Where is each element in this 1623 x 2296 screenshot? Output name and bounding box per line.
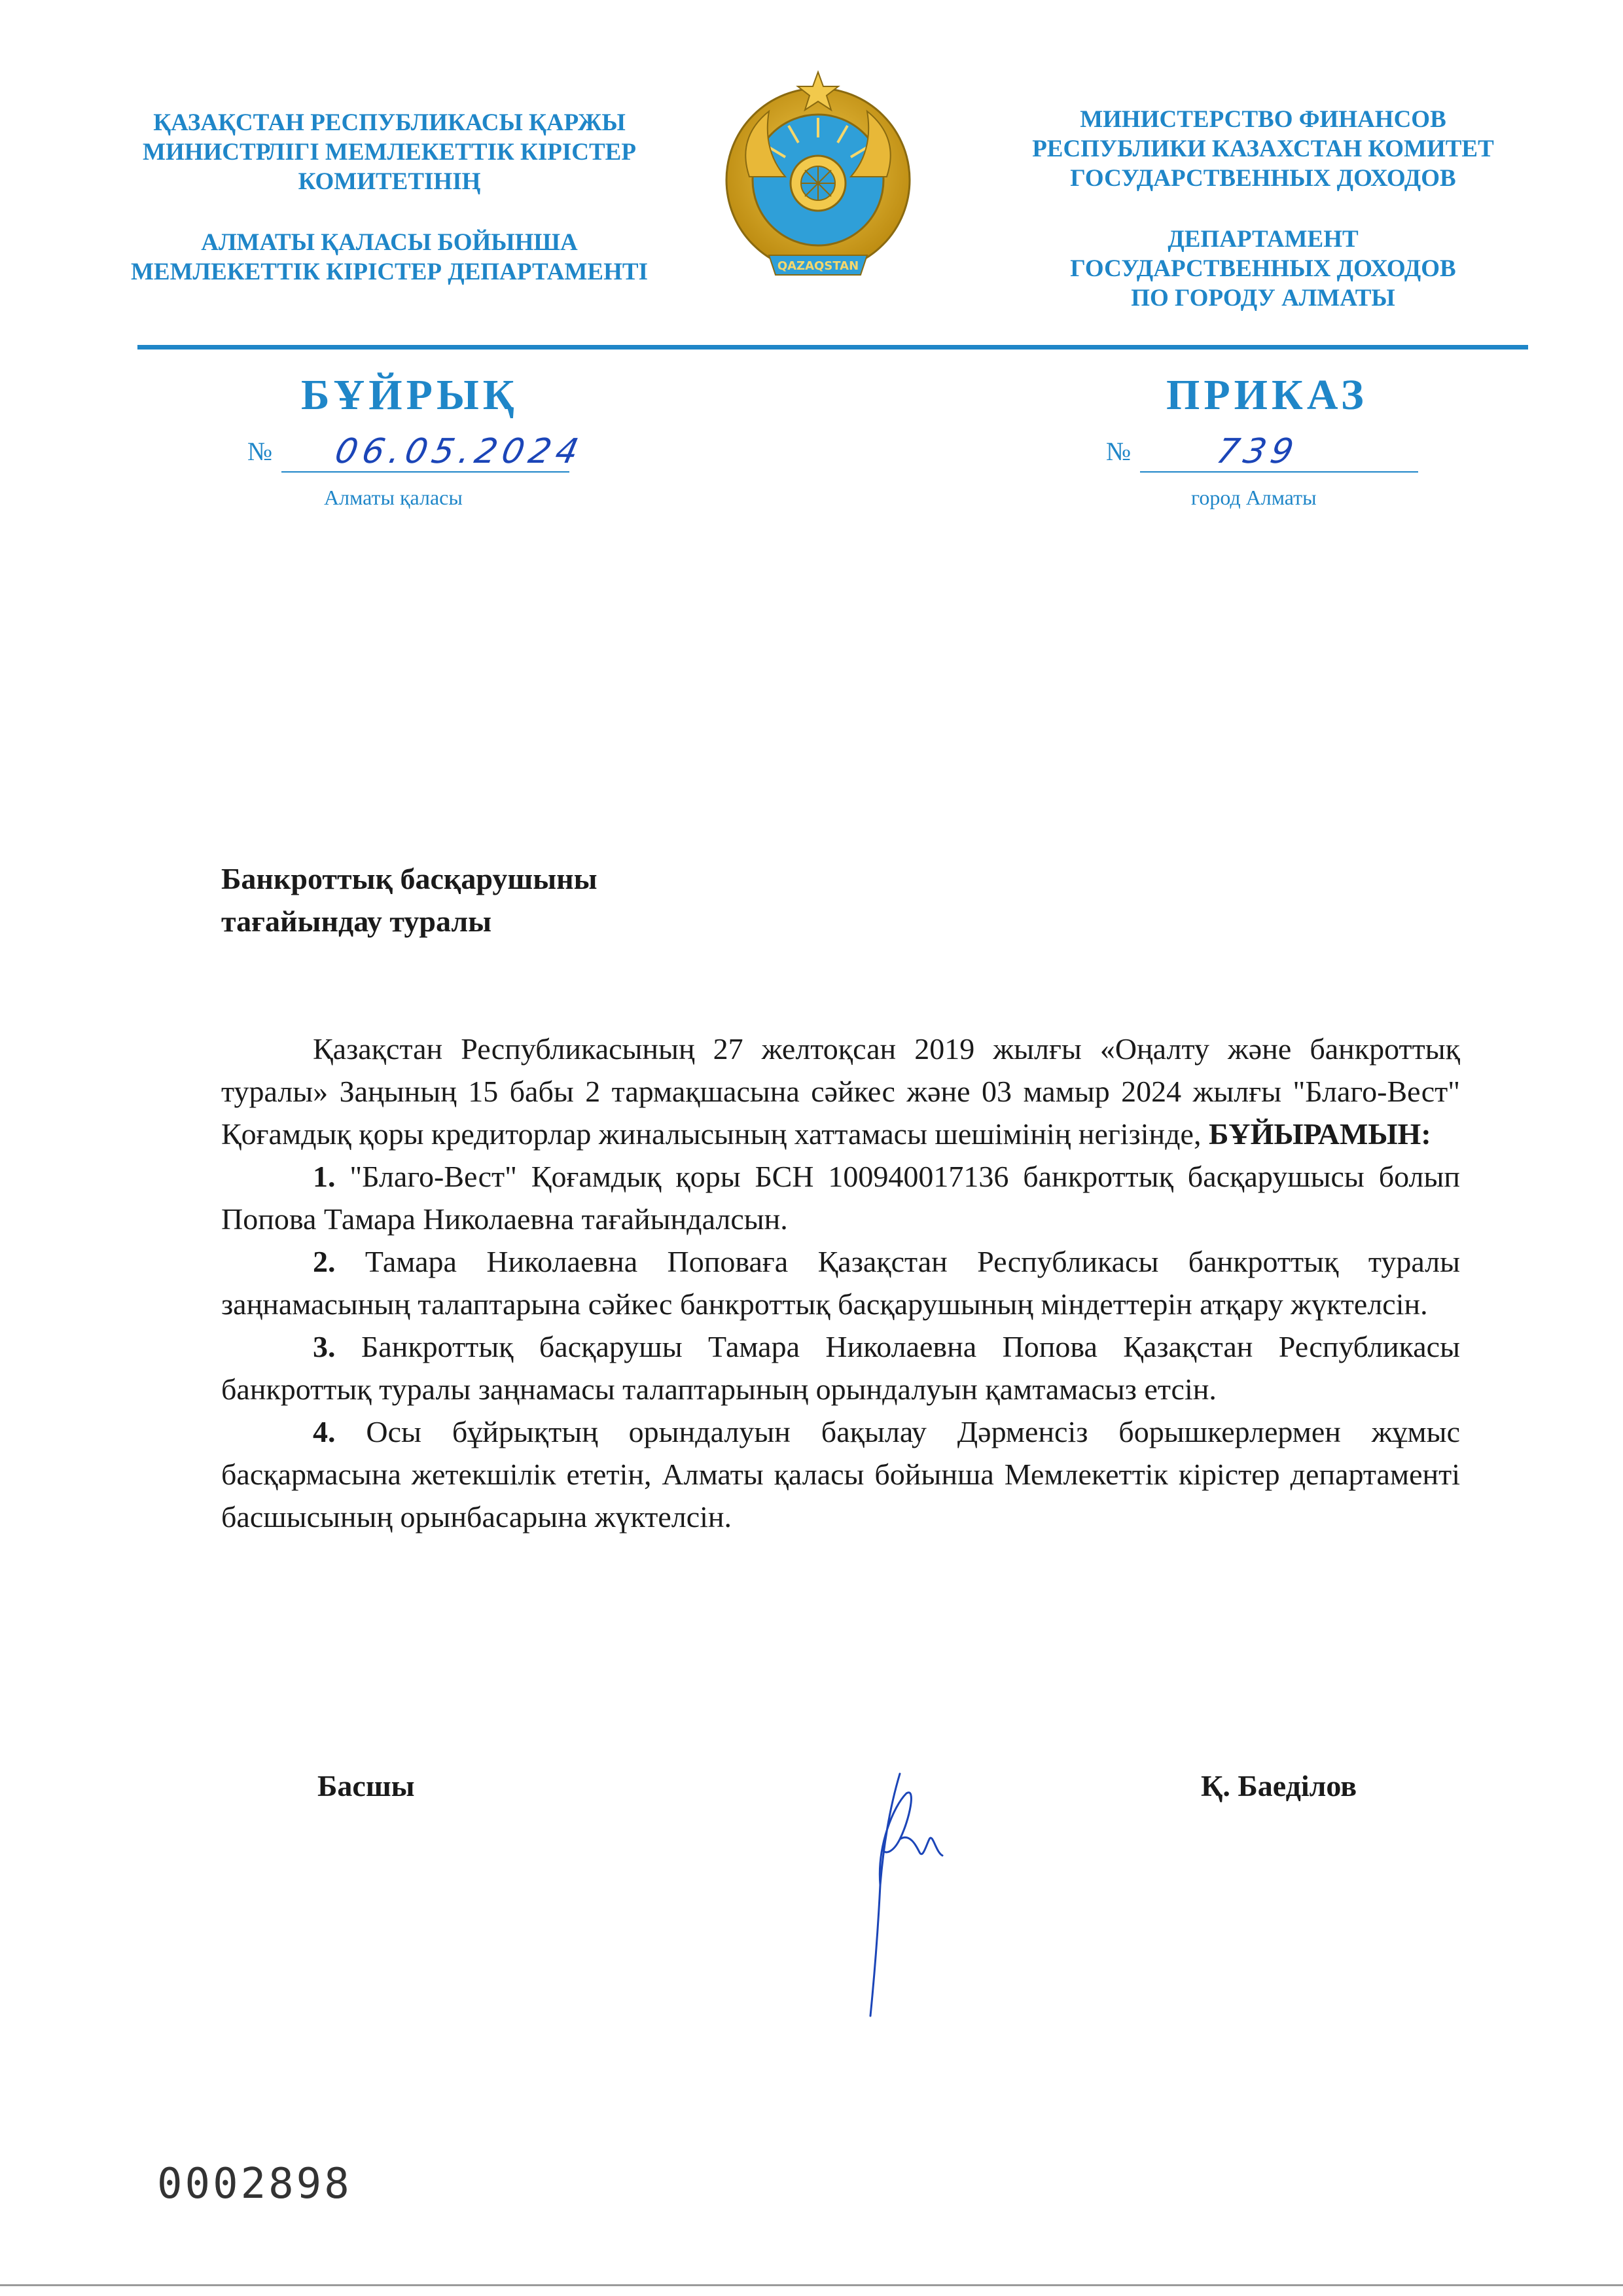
header-ru-line: ГОСУДАРСТВЕННЫХ ДОХОДОВ: [1070, 255, 1456, 282]
header-divider: [137, 345, 1528, 350]
order-item-number: 3.: [313, 1330, 336, 1363]
order-item: [221, 1410, 1460, 1538]
header-kz-line: ҚАЗАҚСТАН РЕСПУБЛИКАСЫ ҚАРЖЫ: [153, 109, 626, 136]
header-kz-line: АЛМАТЫ ҚАЛАСЫ БОЙЫНША: [201, 229, 578, 256]
subject-line: Банкроттық басқарушыны: [221, 862, 597, 895]
order-item-text: "Благо-Вест" Қоғамдық қоры БСН 100940017136 банкроттық басқарушысы болып Попова Тамара Николаевна тағайындалсын.: [221, 1160, 1460, 1236]
city-ru: город Алматы: [1191, 486, 1317, 509]
state-emblem-icon: [723, 65, 913, 308]
header-kz: [118, 108, 661, 287]
page-edge-line: [0, 2284, 1623, 2286]
header-ru-line: МИНИСТЕРСТВО ФИНАНСОВ: [1080, 106, 1446, 133]
date-underline: [281, 471, 569, 473]
date-field: [247, 432, 588, 473]
document-body: [221, 1028, 1460, 1538]
handwritten-number: 739: [1213, 432, 1302, 471]
number-sign: №: [1106, 437, 1132, 466]
number-sign: №: [247, 437, 273, 466]
header-ru-line: РЕСПУБЛИКИ КАЗАХСТАН КОМИТЕТ: [1032, 135, 1494, 162]
intro-text: Қазақстан Республикасының 27 желтоқсан 2019 жылғы «Оңалту және банкроттық туралы» Заңының 15 бабы 2 тармақшасына сәйкес және 03 мамыр 2024 жылғы "Благо-Вест" Қоғамдық қоры кредиторлар жиналысының хаттамасы шешімінің негізінде,: [221, 1032, 1460, 1151]
signatory-name: Қ. Баеділов: [1201, 1769, 1357, 1803]
order-word: БҰЙЫРАМЫН:: [1208, 1117, 1431, 1151]
emblem-ribbon-text: QAZAQSTAN: [777, 259, 859, 273]
header-kz-line: МЕМЛЕКЕТТІК КІРІСТЕР ДЕПАРТАМЕНТІ: [131, 259, 648, 285]
city-kz: Алматы қаласы: [324, 486, 463, 509]
order-item-number: 2.: [313, 1245, 336, 1278]
order-item: [221, 1325, 1460, 1410]
header-ru-line: ДЕПАРТАМЕНТ: [1168, 226, 1359, 253]
document-subject: [221, 857, 810, 942]
header-kz-line: КОМИТЕТІНІҢ: [298, 168, 481, 195]
number-underline: [1140, 471, 1418, 473]
header-ru: [975, 105, 1551, 313]
signatory-title: Басшы: [317, 1769, 415, 1803]
order-item-number: 4.: [313, 1415, 336, 1448]
handwritten-signature: [844, 1767, 975, 2029]
order-item: [221, 1155, 1460, 1240]
subject-line: тағайындау туралы: [221, 905, 492, 938]
header-kz-line: МИНИСТРЛІГІ МЕМЛЕКЕТТІК КІРІСТЕР: [143, 139, 636, 166]
serial-number: 0002898: [157, 2160, 352, 2208]
header-ru-line: ПО ГОРОДУ АЛМАТЫ: [1131, 285, 1395, 312]
header-ru-line: ГОСУДАРСТВЕННЫХ ДОХОДОВ: [1070, 165, 1456, 192]
order-item: [221, 1240, 1460, 1325]
order-item-number: 1.: [313, 1160, 336, 1193]
number-field: [1106, 432, 1433, 473]
order-item-text: Тамара Николаевна Поповаға Қазақстан Республикасы банкроттық туралы заңнамасының талаптарына сәйкес банкроттық басқарушының міндеттерін атқару жүктелсін.: [221, 1245, 1460, 1321]
handwritten-date: 06.05.2024: [331, 432, 588, 471]
doc-kind-ru: ПРИКАЗ: [1166, 371, 1368, 419]
intro-paragraph: [221, 1028, 1460, 1155]
order-item-text: Осы бұйрықтың орындалуын бақылау Дәрменсіз борышкерлермен жұмыс басқармасына жетекшілік ететін, Алматы қаласы бойынша Мемлекеттік кірістер департаменті басшысының орынбасарына жүктелсін.: [221, 1415, 1460, 1534]
doc-kind-kz: БҰЙРЫҚ: [301, 371, 518, 419]
order-item-text: Банкроттық басқарушы Тамара Николаевна Попова Қазақстан Республикасы банкроттық туралы заңнамасы талаптарының орындалуын қамтамасыз етсін.: [221, 1330, 1460, 1406]
